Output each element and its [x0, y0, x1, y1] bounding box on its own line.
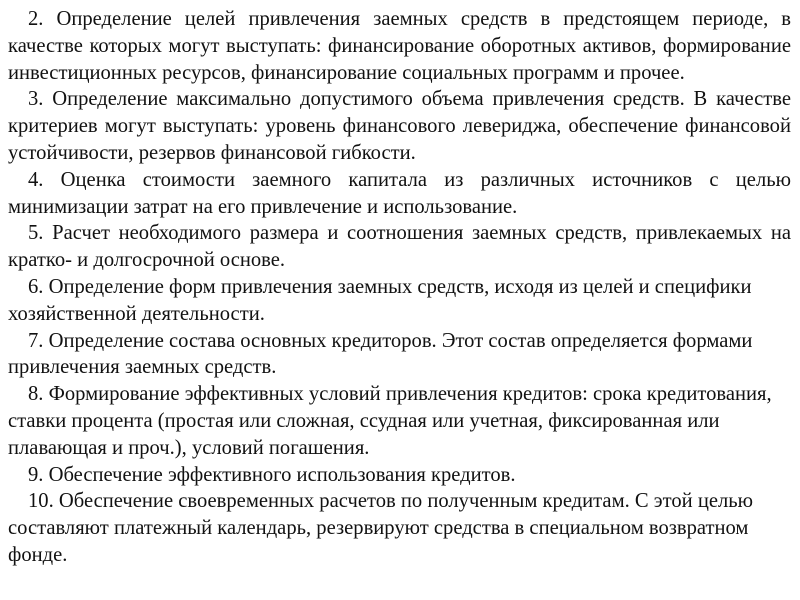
document-body [8, 6, 791, 569]
paragraph-item-3: 3. Определение максимально допустимого объема привлечения средств. В качестве критериев могут выступать: уровень финансового левериджа, обеспечение финансовой устойчивости, резервов финансовой гибкости. [8, 88, 791, 164]
paragraph-item-6: 6. Определение форм привлечения заемных средств, исходя из целей и специфики хозяйственной деятельности. [8, 275, 752, 325]
paragraph-item-7: 7. Определение состава основных кредиторов. Этот состав определяется формами привлечения заемных средств. [8, 329, 753, 379]
paragraph-item-4: 4. Оценка стоимости заемного капитала из различных источников с целью минимизации затрат на его привлечение и использование. [8, 168, 791, 218]
paragraph-item-5: 5. Расчет необходимого размера и соотношения заемных средств, привлекаемых на кратко- и долгосрочной основе. [8, 222, 791, 272]
paragraph-item-8: 8. Формирование эффективных условий привлечения кредитов: срока кредитования, ставки процента (простая или сложная, ссудная или учетная, фиксированная или плавающая и проч.), условий погашения. [8, 383, 772, 459]
paragraph-item-9: 9. Обеспечение эффективного использования кредитов. [28, 463, 516, 486]
paragraph-item-10: 10. Обеспечение своевременных расчетов по полученным кредитам. С этой целью составляют платежный календарь, резервируют средства в специальном возвратном фонде. [8, 490, 754, 566]
paragraph-item-2: 2. Определение целей привлечения заемных средств в предстоящем периоде, в качестве которых могут выступать: финансирование оборотных активов, формирование инвестиционных ресурсов, финансирование социальных программ и прочее. [8, 8, 791, 84]
